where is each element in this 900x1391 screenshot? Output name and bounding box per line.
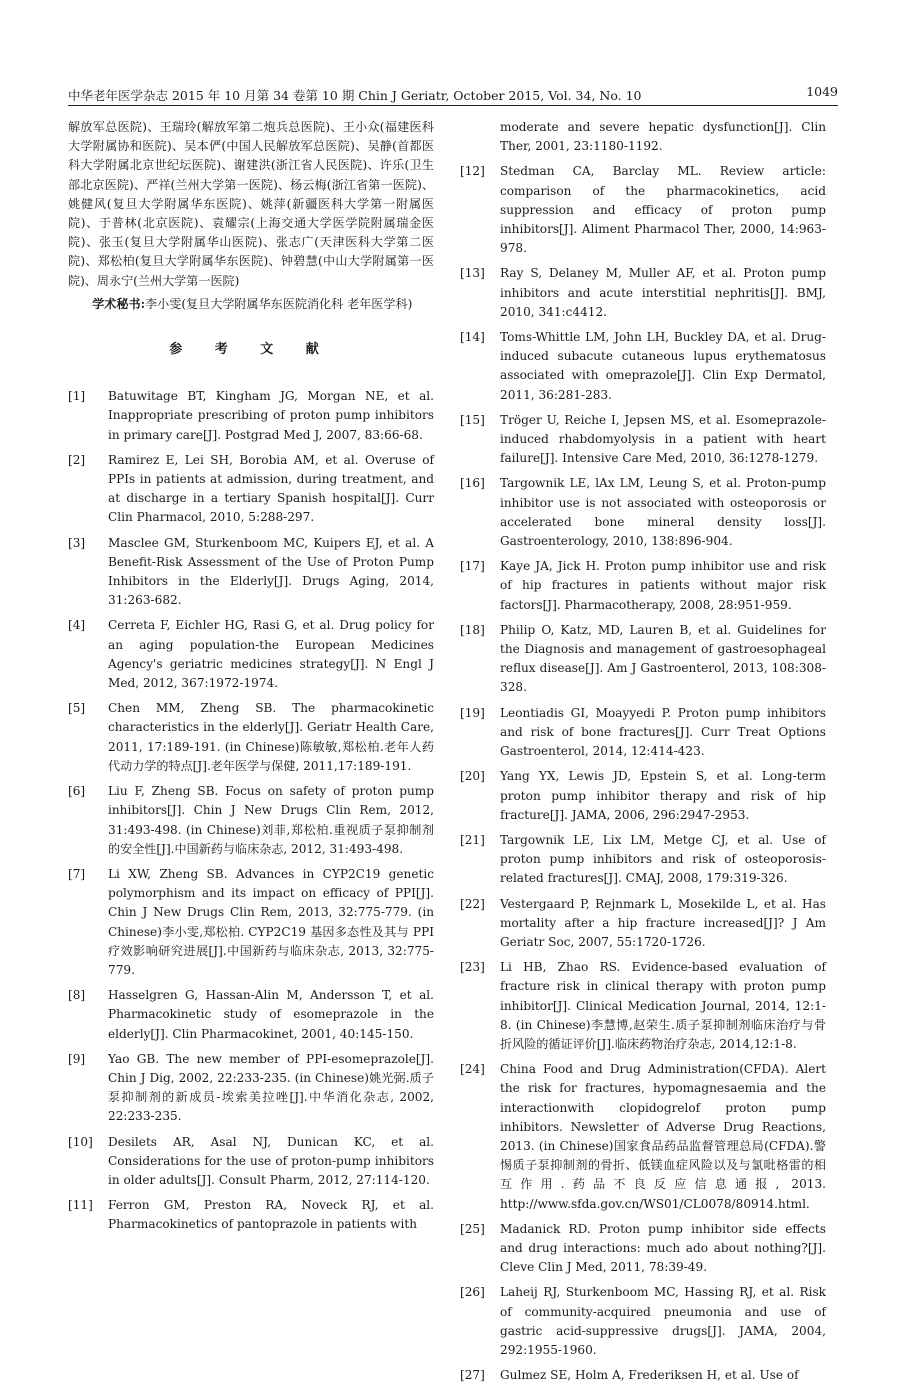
- reference-text: Ramirez E, Lei SH, Borobia AM, et al. Overuse of PPIs in patients at admission, during treatment, and at discharge in a tertiary Spanish hospital[J]. Curr Clin Pharmacol, 2010, 5:288-297.: [108, 452, 434, 525]
- reference-11-continuation: moderate and severe hepatic dysfunction[J]. Clin Ther, 2001, 23:1180-1192.: [500, 120, 826, 154]
- reference-number: [3]: [68, 535, 86, 550]
- reference-item: [460, 1283, 826, 1360]
- reference-text: Targownik LE, lAx LM, Leung S, et al. Proton-pump inhibitor use is not associated with osteoporosis or accelerated bone mineral density loss[J]. Gastroenterology, 2010, 138:896-904.: [500, 476, 826, 549]
- reference-item: [68, 1050, 434, 1127]
- reference-item: [460, 264, 826, 322]
- reference-text: Ferron GM, Preston RA, Noveck RJ, et al. Pharmacokinetics of pantoprazole in patients with: [108, 1198, 434, 1232]
- reference-text: Leontiadis GI, Moayyedi P. Proton pump inhibitors and risk of bone fractures[J]. Curr Treat Options Gastroenterol, 2014, 12:414-423.: [500, 705, 826, 759]
- reference-item: [460, 831, 826, 889]
- reference-text: Philip O, Katz, MD, Lauren B, et al. Guidelines for the Diagnosis and management of gastroesophageal reflux disease[J]. Am J Gastroenterol, 2013, 108:308-328.: [500, 622, 826, 695]
- reference-number: [5]: [68, 701, 86, 716]
- reference-number: [27]: [460, 1368, 485, 1383]
- reference-item: [460, 1220, 826, 1278]
- header-rule: [68, 105, 838, 106]
- reference-text: Chen MM, Zheng SB. The pharmacokinetic characteristics in the elderly[J]. Geriatr Health Care, 2011, 17:189-191. (in Chinese)陈敏敏,郑松柏.老年人药代动力学的特点[J].老年医学与保健, 2011,17:189-191.: [108, 701, 434, 773]
- reference-number: [22]: [460, 896, 485, 911]
- reference-number: [19]: [460, 705, 485, 720]
- left-reference-list: [68, 387, 434, 1234]
- reference-item: [68, 1133, 434, 1191]
- reference-item: [68, 1196, 434, 1234]
- reference-item: [68, 782, 434, 859]
- reference-text: Stedman CA, Barclay ML. Review article: comparison of the pharmacokinetics, acid suppression and efficacy of proton pump inhibitors[J]. Aliment Pharmacol Ther, 2000, 14:963-978.: [500, 164, 826, 256]
- reference-text: Yao GB. The new member of PPI-esomeprazole[J]. Chin J Dig, 2002, 22:233-235. (in Chinese)姚光弼.质子泵抑制剂的新成员-埃索美拉唑[J].中华消化杂志, 2002, 22:233-235.: [108, 1051, 434, 1124]
- reference-number: [24]: [460, 1062, 485, 1077]
- reference-number: [15]: [460, 412, 485, 427]
- committee-names: 解放军总医院)、王瑞玲(解放军第二炮兵总医院)、王小众(福建医科大学附属协和医院)、吴本俨(中国人民解放军总医院)、吴静(首都医科大学附属北京世纪坛医院)、谢建洪(浙江省人民医院)、许乐(卫生部北京医院)、严祥(兰州大学第一医院)、杨云梅(浙江省第一医院)、姚健风(复旦大学附属华东医院)、姚萍(新疆医科大学第一附属医院)、于普林(北京医院)、袁耀宗(上海交通大学医学院附属瑞金医院)、张玉(复旦大学附属华山医院)、张志广(天津医科大学第二医院)、郑松柏(复旦大学附属华东医院)、钟碧慧(中山大学附属第一医院)、周永宁(兰州大学第一医院): [68, 120, 434, 288]
- reference-item: [460, 958, 826, 1054]
- reference-text: Laheij RJ, Sturkenboom MC, Hassing RJ, et al. Risk of community-acquired pneumonia and use of gastric acid-suppressive drugs[J]. JAMA, 2004, 292:1955-1960.: [500, 1285, 826, 1357]
- reference-item: [68, 865, 434, 980]
- reference-item: [460, 411, 826, 469]
- right-reference-list: [460, 162, 826, 1385]
- reference-number: [6]: [68, 784, 86, 799]
- reference-number: [26]: [460, 1285, 485, 1300]
- reference-text: Batuwitage BT, Kingham JG, Morgan NE, et al. Inappropriate prescribing of proton pump inhibitors in primary care[J]. Postgrad Med J, 2007, 83:66-68.: [108, 389, 434, 442]
- reference-number: [20]: [460, 769, 485, 784]
- reference-text: Vestergaard P, Rejnmark L, Mosekilde L, et al. Has mortality after a hip fracture increased[J]? J Am Geriatr Soc, 2007, 55:1720-1726.: [500, 896, 826, 949]
- reference-item: [460, 704, 826, 762]
- reference-number: [9]: [68, 1051, 86, 1066]
- reference-number: [8]: [68, 988, 86, 1003]
- secretary-text: 李小雯(复旦大学附属华东医院消化科 老年医学科): [145, 296, 413, 311]
- reference-text: Gulmez SE, Holm A, Frederiksen H, et al. Use of: [500, 1368, 799, 1383]
- reference-number: [23]: [460, 960, 485, 975]
- reference-number: [10]: [68, 1134, 93, 1149]
- reference-text: Masclee GM, Sturkenboom MC, Kuipers EJ, et al. A Benefit-Risk Assessment of the Use of Proton Pump Inhibitors in the Elderly[J]. Drugs Aging, 2014, 31:263-682.: [108, 535, 434, 608]
- reference-text: Liu F, Zheng SB. Focus on safety of proton pump inhibitors[J]. Chin J New Drugs Clin Rem, 2012, 31:493-498. (in Chinese)刘菲,郑松柏.重视质子泵抑制剂的安全性[J].中国新药与临床杂志, 2012, 31:493-498.: [108, 784, 434, 856]
- secretary-label: 学术秘书:: [92, 296, 146, 311]
- reference-text: Kaye JA, Jick H. Proton pump inhibitor use and risk of hip fractures in patients without major risk factors[J]. Pharmacotherapy, 2008, 28:951-959.: [500, 559, 826, 612]
- reference-text: China Food and Drug Administration(CFDA). Alert the risk for fractures, hypomagnesaemia and the interactionwith clopidogrelof proton pump inhibitors. Newsletter of Adverse Drug Reactions, 2013. (in Chinese)国家食品药品监督管理总局(CFDA).警惕质子泵抑制剂的骨折、低镁血症风险以及与氯吡格雷的相互作用.药品不良反应信息通报, 2013. http://www.sfda.gov.cn/WS01/CL0078/80914.html.: [500, 1062, 826, 1211]
- reference-number: [16]: [460, 476, 485, 491]
- reference-item: [460, 328, 826, 405]
- reference-text: Desilets AR, Asal NJ, Dunican KC, et al. Considerations for the use of proton-pump inhibitors in older adults[J]. Consult Pharm, 2012, 27:114-120.: [108, 1134, 434, 1187]
- journal-citation-line: 中华老年医学杂志 2015 年 10 月第 34 卷第 10 期 Chin J Geriatr, October 2015, Vol. 34, No. 10: [68, 88, 642, 103]
- reference-text: Hasselgren G, Hassan-Alin M, Andersson T, et al. Pharmacokinetic study of esomeprazole in the elderly[J]. Clin Pharmacokinet, 2001, 40:145-150.: [108, 988, 434, 1041]
- reference-item: [460, 767, 826, 825]
- reference-number: [7]: [68, 866, 86, 881]
- reference-number: [2]: [68, 452, 86, 467]
- reference-number: [18]: [460, 622, 485, 637]
- reference-number: [12]: [460, 164, 485, 179]
- references-heading: 参 考 文 献: [169, 342, 333, 358]
- reference-text: Ray S, Delaney M, Muller AF, et al. Proton pump inhibitors and acute interstitial nephritis[J]. BMJ, 2010, 341:c4412.: [500, 266, 826, 319]
- reference-number: [17]: [460, 559, 485, 574]
- reference-number: [25]: [460, 1221, 485, 1236]
- reference-item: [68, 699, 434, 776]
- reference-text: Li HB, Zhao RS. Evidence-based evaluation of fracture risk in clinical therapy with proton pump inhibitor[J]. Clinical Medication Journal, 2014, 12:1-8. (in Chinese)李慧博,赵荣生.质子泵抑制剂临床治疗与骨折风险的循证评价[J].临床药物治疗杂志, 2014,12:1-8.: [500, 960, 826, 1051]
- reference-item: [460, 895, 826, 953]
- reference-item: [68, 616, 434, 693]
- reference-item: [68, 534, 434, 611]
- right-column: [460, 118, 826, 1391]
- reference-number: [11]: [68, 1198, 93, 1213]
- reference-text: Cerreta F, Eichler HG, Rasi G, et al. Drug policy for an aging population-the European Medicines Agency's geriatric medicines strategy[J]. N Engl J Med, 2012, 367:1972-1974.: [108, 618, 434, 691]
- running-header: [68, 84, 838, 106]
- reference-item: [460, 557, 826, 615]
- reference-item: [460, 162, 826, 258]
- reference-item: [460, 621, 826, 698]
- left-column: [68, 118, 434, 1241]
- reference-number: [1]: [68, 389, 86, 404]
- reference-text: Li XW, Zheng SB. Advances in CYP2C19 genetic polymorphism and its impact on efficacy of PPI[J]. Chin J New Drugs Clin Rem, 2013, 32:775-779. (in Chinese)李小雯,郑松柏. CYP2C19 基因多态性及其与 PPI 疗效影响研究进展[J].中国新药与临床杂志, 2013, 32:775-779.: [108, 866, 434, 977]
- reference-text: Toms-Whittle LM, John LH, Buckley DA, et al. Drug-induced subacute cutaneous lupus erythematosus associated with omeprazole[J]. Clin Exp Dermatol, 2011, 36:281-283.: [500, 330, 826, 402]
- reference-text: Yang YX, Lewis JD, Epstein S, et al. Long-term proton pump inhibitor therapy and risk of hip fracture[J]. JAMA, 2006, 296:2947-2953.: [500, 769, 826, 822]
- reference-number: [14]: [460, 330, 485, 345]
- reference-text: Madanick RD. Proton pump inhibitor side effects and drug interactions: much ado about nothing?[J]. Cleve Clin J Med, 2011, 78:39-49.: [500, 1221, 826, 1275]
- page-number: 1049: [806, 84, 838, 99]
- reference-item: [68, 451, 434, 528]
- secretary-line: [68, 295, 434, 314]
- reference-text: Targownik LE, Lix LM, Metge CJ, et al. Use of proton pump inhibitors and risk of osteoporosis-related fractures[J]. CMAJ, 2008, 179:319-326.: [500, 832, 826, 886]
- reference-item: [68, 387, 434, 445]
- reference-number: [4]: [68, 618, 86, 633]
- reference-number: [21]: [460, 832, 485, 847]
- reference-item: [68, 986, 434, 1044]
- reference-item: [460, 474, 826, 551]
- reference-item: [460, 1366, 826, 1385]
- reference-number: [13]: [460, 266, 485, 281]
- reference-item: [460, 1060, 826, 1214]
- reference-text: Tröger U, Reiche I, Jepsen MS, et al. Esomeprazole-induced rhabdomyolysis in a patient with heart failure[J]. Intensive Care Med, 2010, 36:1278-1279.: [500, 412, 826, 466]
